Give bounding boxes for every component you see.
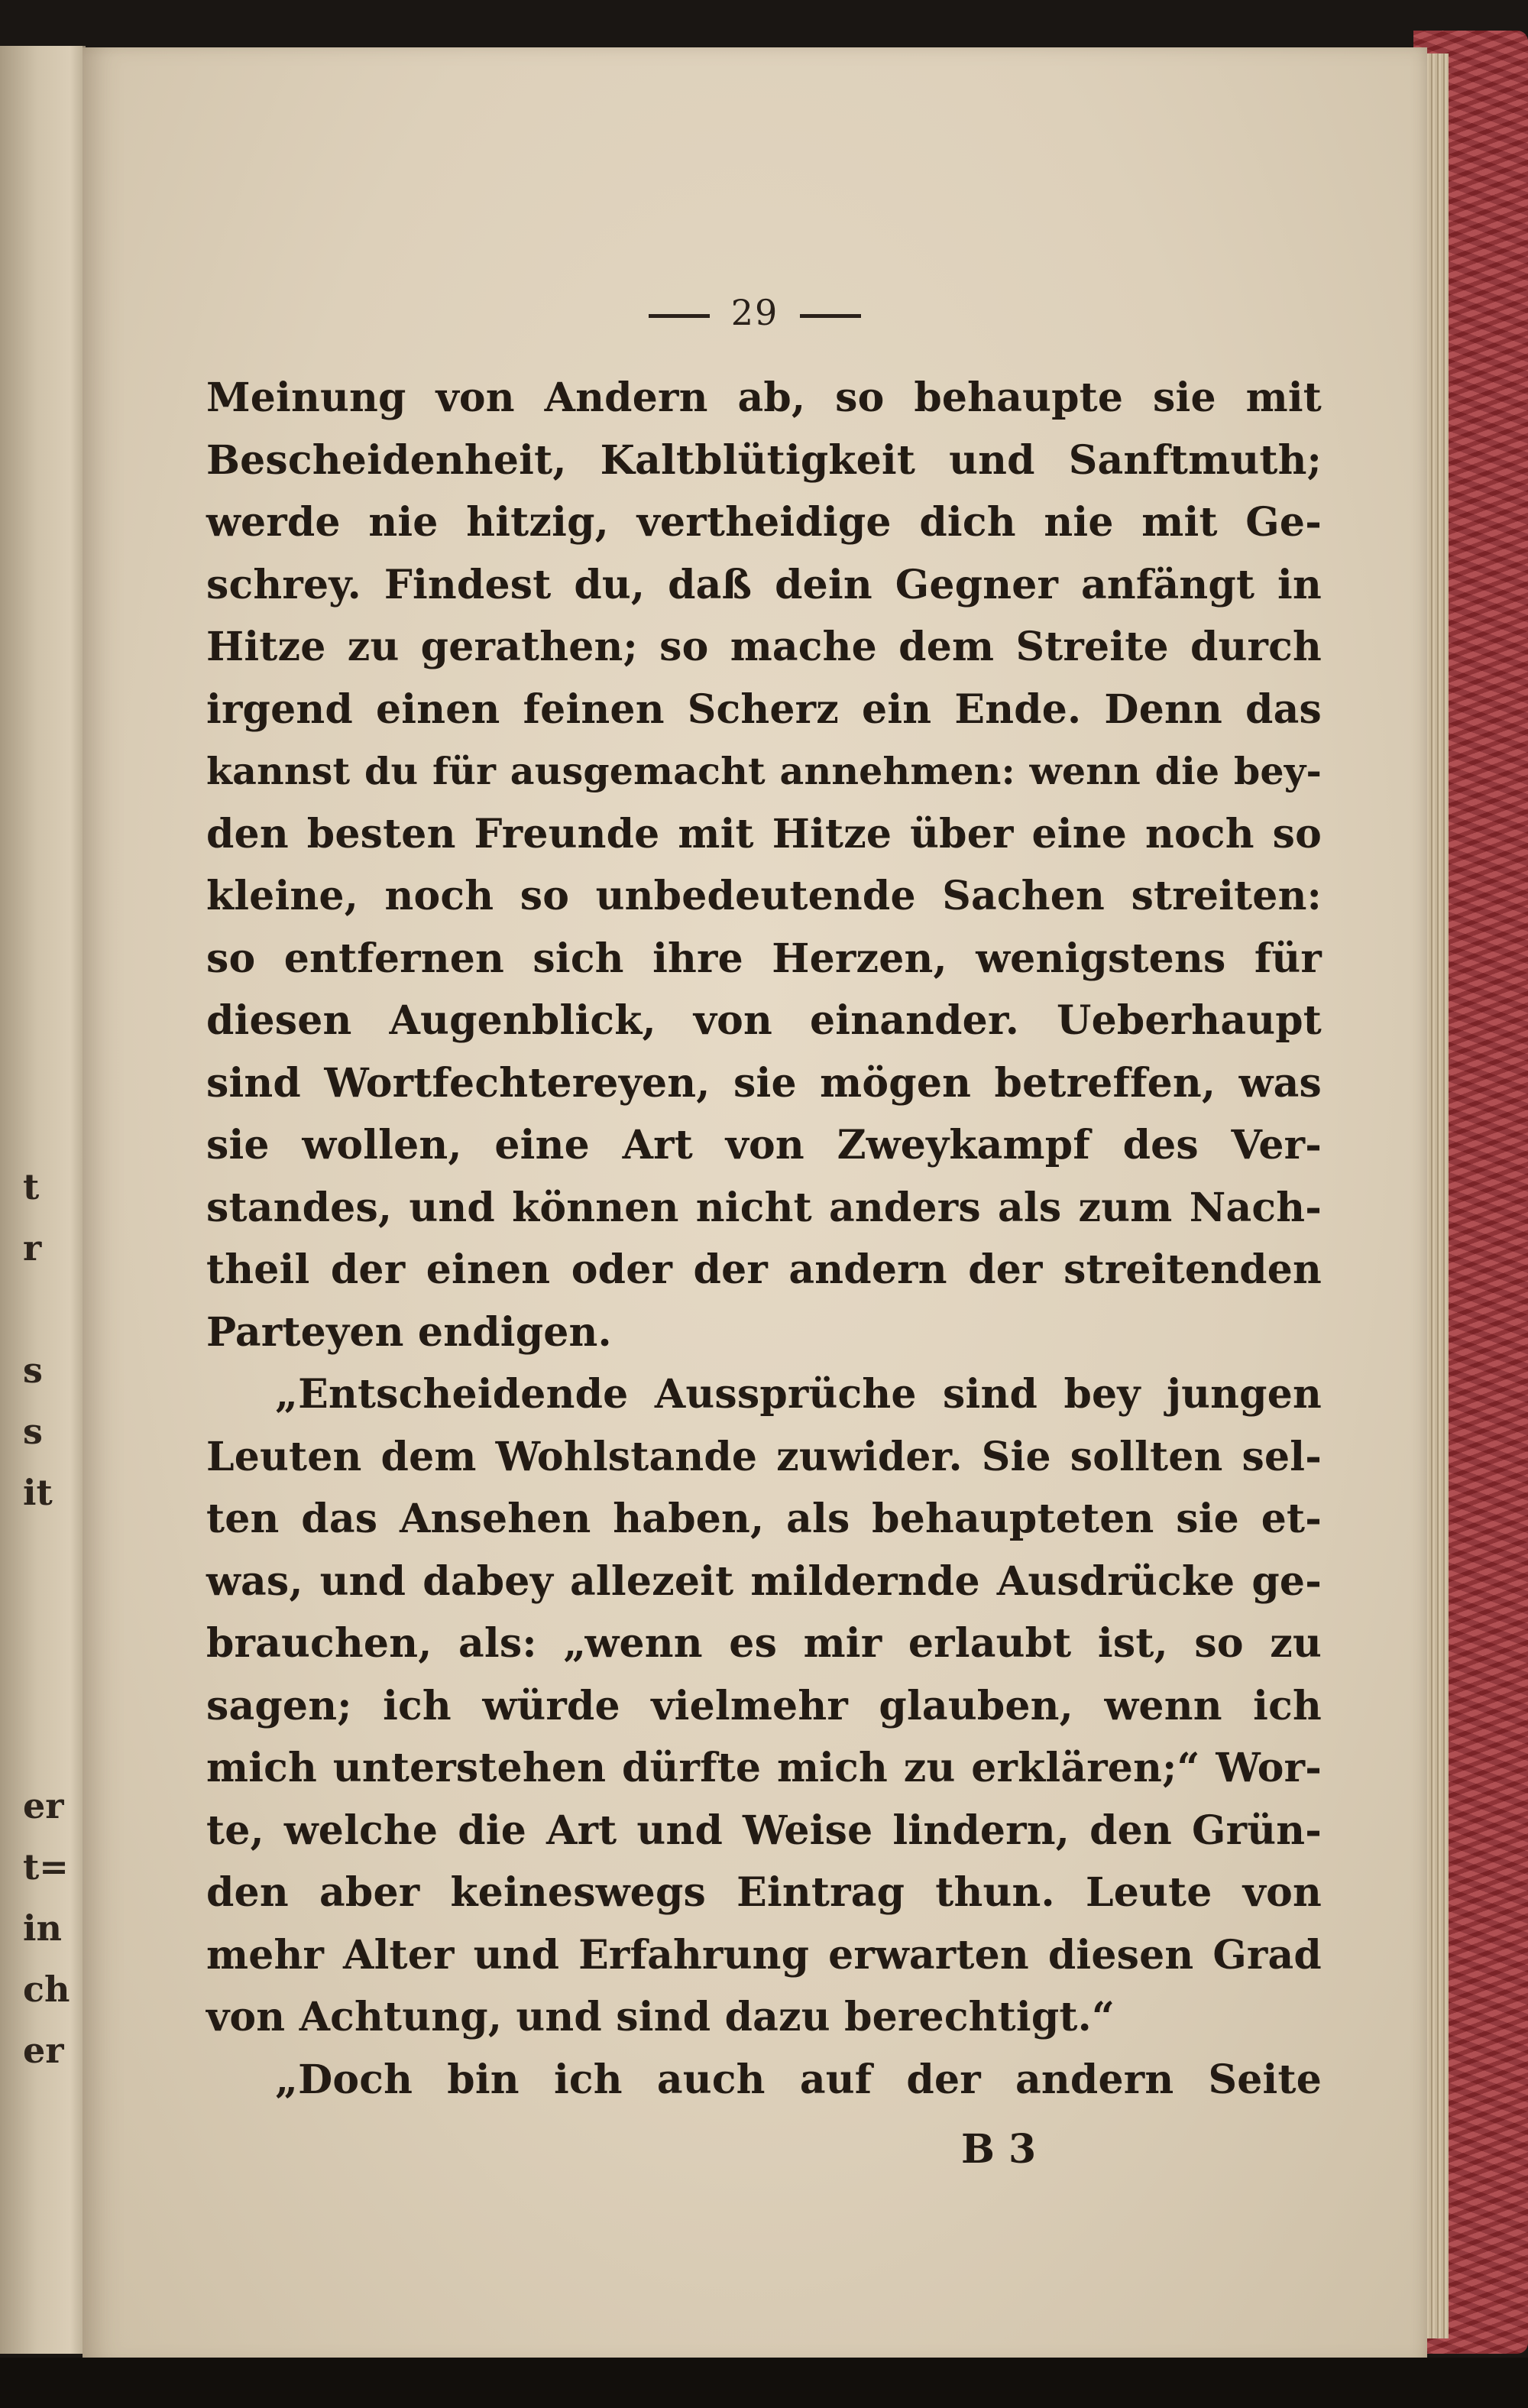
text-line: den aber keineswegs Eintrag thun. Leute von xyxy=(206,1869,1322,1916)
text-line: „Entscheidende Aussprüche sind bey jungen xyxy=(275,1371,1322,1418)
text-line: Parteyen endigen. xyxy=(206,1308,612,1356)
text-line: den besten Freunde mit Hitze über eine noch so xyxy=(206,810,1322,857)
page-body-text xyxy=(206,367,1322,2111)
left-page-fragment: r xyxy=(23,1227,42,1269)
text-line: te, welche die Art und Weise lindern, den Grün- xyxy=(206,1807,1322,1854)
dash-right xyxy=(800,314,861,318)
text-line: brauchen, als: „wenn es mir erlaubt ist, so zu xyxy=(206,1620,1322,1667)
text-line: irgend einen feinen Scherz ein Ende. Denn das xyxy=(206,685,1322,733)
bottom-shadow xyxy=(0,2358,1528,2408)
text-line: sagen; ich würde vielmehr glauben, wenn ich xyxy=(206,1682,1322,1729)
left-page-fragment: t= xyxy=(23,1846,69,1888)
text-line: ten das Ansehen haben, als behaupteten sie et- xyxy=(206,1496,1322,1542)
text-line: so entfernen sich ihre Herzen, wenigstens für xyxy=(206,935,1322,982)
left-page-fragment: s xyxy=(23,1411,43,1452)
text-line: Leuten dem Wohlstande zuwider. Sie sollten sel- xyxy=(206,1433,1322,1480)
text-line: Meinung von Andern ab, so behaupte sie mit xyxy=(206,374,1322,421)
page-number xyxy=(83,292,1427,333)
page-number-value: 29 xyxy=(730,292,779,333)
text-line: werde nie hitzig, vertheidige dich nie mit Ge- xyxy=(206,499,1322,546)
text-line: standes, und können nicht anders als zum Nach- xyxy=(206,1184,1322,1231)
left-page-fragment: it xyxy=(23,1472,53,1513)
left-page-fragment: ch xyxy=(23,1969,70,2010)
text-line: kannst du für ausgemacht annehmen: wenn die bey- xyxy=(206,749,1322,793)
book-page xyxy=(83,47,1427,2363)
left-page-fragment: t xyxy=(23,1166,40,1207)
text-line: mich unterstehen dürfte mich zu erklären;“ Wor- xyxy=(206,1745,1322,1791)
dash-left xyxy=(649,314,710,318)
left-page-fragment: in xyxy=(23,1907,62,1949)
text-line: kleine, noch so unbedeutende Sachen streiten: xyxy=(206,873,1322,919)
text-line: sind Wortfechtereyen, sie mögen betreffen, was xyxy=(206,1059,1322,1107)
signature-mark: B 3 xyxy=(961,2126,1037,2173)
text-line: schrey. Findest du, daß dein Gegner anfängt in xyxy=(206,561,1322,608)
left-page-fragment: s xyxy=(23,1350,43,1391)
left-page-fragment: er xyxy=(23,2030,64,2071)
text-line: Bescheidenheit, Kaltblütigkeit und Sanftmuth; xyxy=(206,436,1322,484)
text-line: „Doch bin ich auch auf der andern Seite xyxy=(275,2056,1322,2103)
text-line: mehr Alter und Erfahrung erwarten diesen Grad xyxy=(206,1931,1322,1979)
text-line: diesen Augenblick, von einander. Ueberhaupt xyxy=(206,997,1322,1044)
text-line: von Achtung, und sind dazu berechtigt.“ xyxy=(206,1994,1115,2040)
text-line: theil der einen oder der andern der streitenden xyxy=(206,1246,1322,1293)
left-page-fragment: er xyxy=(23,1785,64,1826)
left-page-edge xyxy=(0,46,86,2354)
text-line: Hitze zu gerathen; so mache dem Streite durch xyxy=(206,624,1322,670)
text-line: sie wollen, eine Art von Zweykampf des Ver- xyxy=(206,1122,1322,1168)
text-line: was, und dabey allezeit mildernde Ausdrücke ge- xyxy=(206,1557,1322,1605)
